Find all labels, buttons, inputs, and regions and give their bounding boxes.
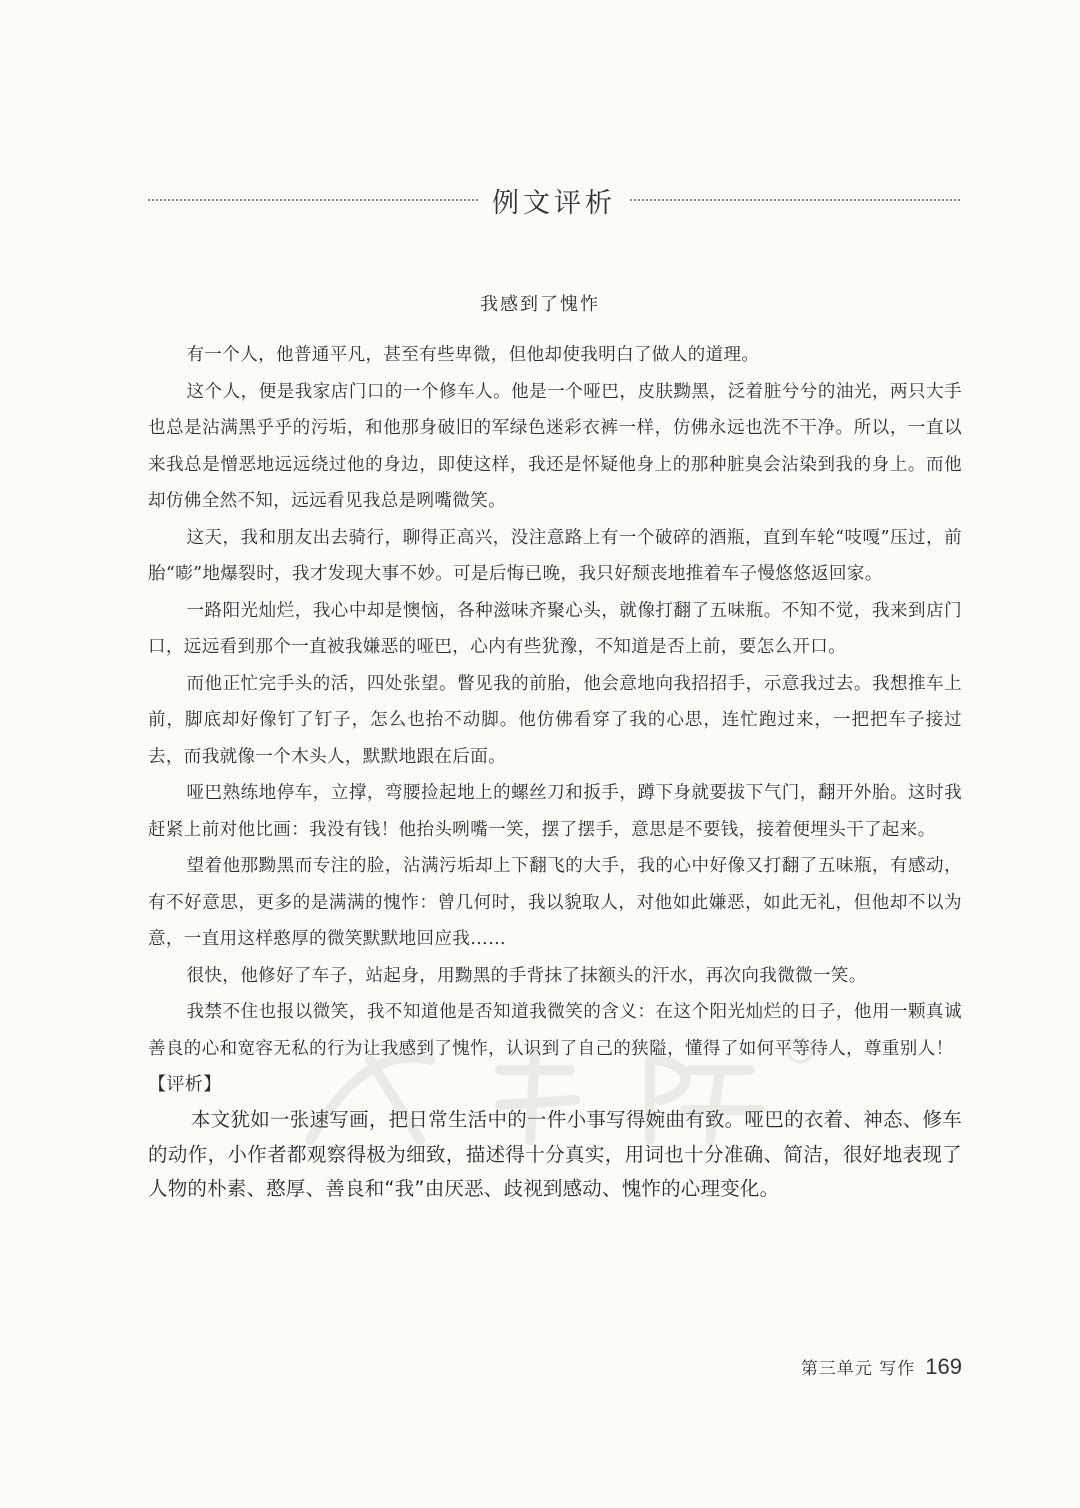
essay-paragraph: 很快，他修好了车子，站起身，用黝黑的手背抹了抹额头的汗水，再次向我微微一笑。 [186,965,867,986]
page-number: 169 [925,1354,962,1379]
essay-paragraph: 望着他那黝黑而专注的脸，沾满污垢却上下翻飞的大手，我的心中好像又打翻了五味瓶，有感动，有不好意思，更多的是满满的愧怍：曾几何时，我以貌取人，对他如此嫌恶，如此无礼，但他却不以为意，一直用这样憨厚的微笑默默地回应我…… [148,856,962,949]
section-header [148,180,960,220]
essay-paragraph: 而他正忙完手头的活，四处张望。瞥见我的前胎，他会意地向我招招手，示意我过去。我想推车上前，脚底却好像钉了钉子，怎么也抬不动脚。他仿佛看穿了我的心思，连忙跑过来，一把把车子接过去，而我就像一个木头人，默默地跟在后面。 [148,673,962,767]
essay-paragraph: 一路阳光灿烂，我心中却是懊恼，各种滋味齐聚心头，就像打翻了五味瓶。不知不觉，我来到店门口，远远看到那个一直被我嫌恶的哑巴，心内有些犹豫，不知道是否上前，要怎么开口。 [148,600,962,657]
dotted-rule-left [148,199,478,201]
essay-paragraph: 有一个人，他普通平凡，甚至有些卑微，但他却使我明白了做人的道理。 [186,345,760,365]
page-footer [801,1354,962,1380]
section-title: 例文评析 [492,187,616,219]
essay-paragraph: 这个人，便是我家店门口的一个修车人。他是一个哑巴，皮肤黝黑，泛着脏兮兮的油光，两只大手也总是沾满黑乎乎的污垢，和他那身破旧的军绿色迷彩衣裤一样，仿佛永远也洗不干净。所以，一直以来我总是憎恶地远远绕过他的身边，即使这样，我还是怀疑他身上的那种脏臭会沾染到我的身上。而他却仿佛全然不知，远远看见我总是咧嘴微笑。 [148,381,962,511]
comment-label: 【评析】 [148,1074,222,1095]
footer-unit-label: 第三单元 写作 [800,1359,916,1379]
comment-text: 本文犹如一张速写画，把日常生活中的一件小事写得婉曲有致。哑巴的衣着、神态、修车的动作，小作者都观察得极为细致，描述得十分真实，用词也十分准确、简洁，很好地表现了人物的朴素、憨厚、善良和“我”由厌恶、歧视到感动、愧怍的心理变化。 [148,1108,962,1200]
essay-title: 我感到了愧怍 [480,294,600,315]
essay-paragraph: 我禁不住也报以微笑，我不知道他是否知道我微笑的含义：在这个阳光灿烂的日子，他用一颗真诚善良的心和宽容无私的行为让我感到了愧怍，认识到了自己的狭隘，懂得了如何平等待人，尊重别人！ [148,1002,962,1059]
essay-body [148,337,962,1207]
dotted-rule-right [630,199,960,201]
essay-paragraph: 这天，我和朋友出去骑行，聊得正高兴，没注意路上有一个破碎的酒瓶，直到车轮“吱嘎”压过，前胎“嘭”地爆裂时，我才发现大事不妙。可是后悔已晚，我只好颓丧地推着车子慢悠悠返回家。 [148,527,962,584]
essay-paragraph: 哑巴熟练地停车，立撑，弯腰捡起地上的螺丝刀和扳手，蹲下身就要拔下气门，翻开外胎。这时我赶紧上前对他比画：我没有钱！他抬头咧嘴一笑，摆了摆手，意思是不要钱，接着便埋头干了起来。 [148,783,962,840]
